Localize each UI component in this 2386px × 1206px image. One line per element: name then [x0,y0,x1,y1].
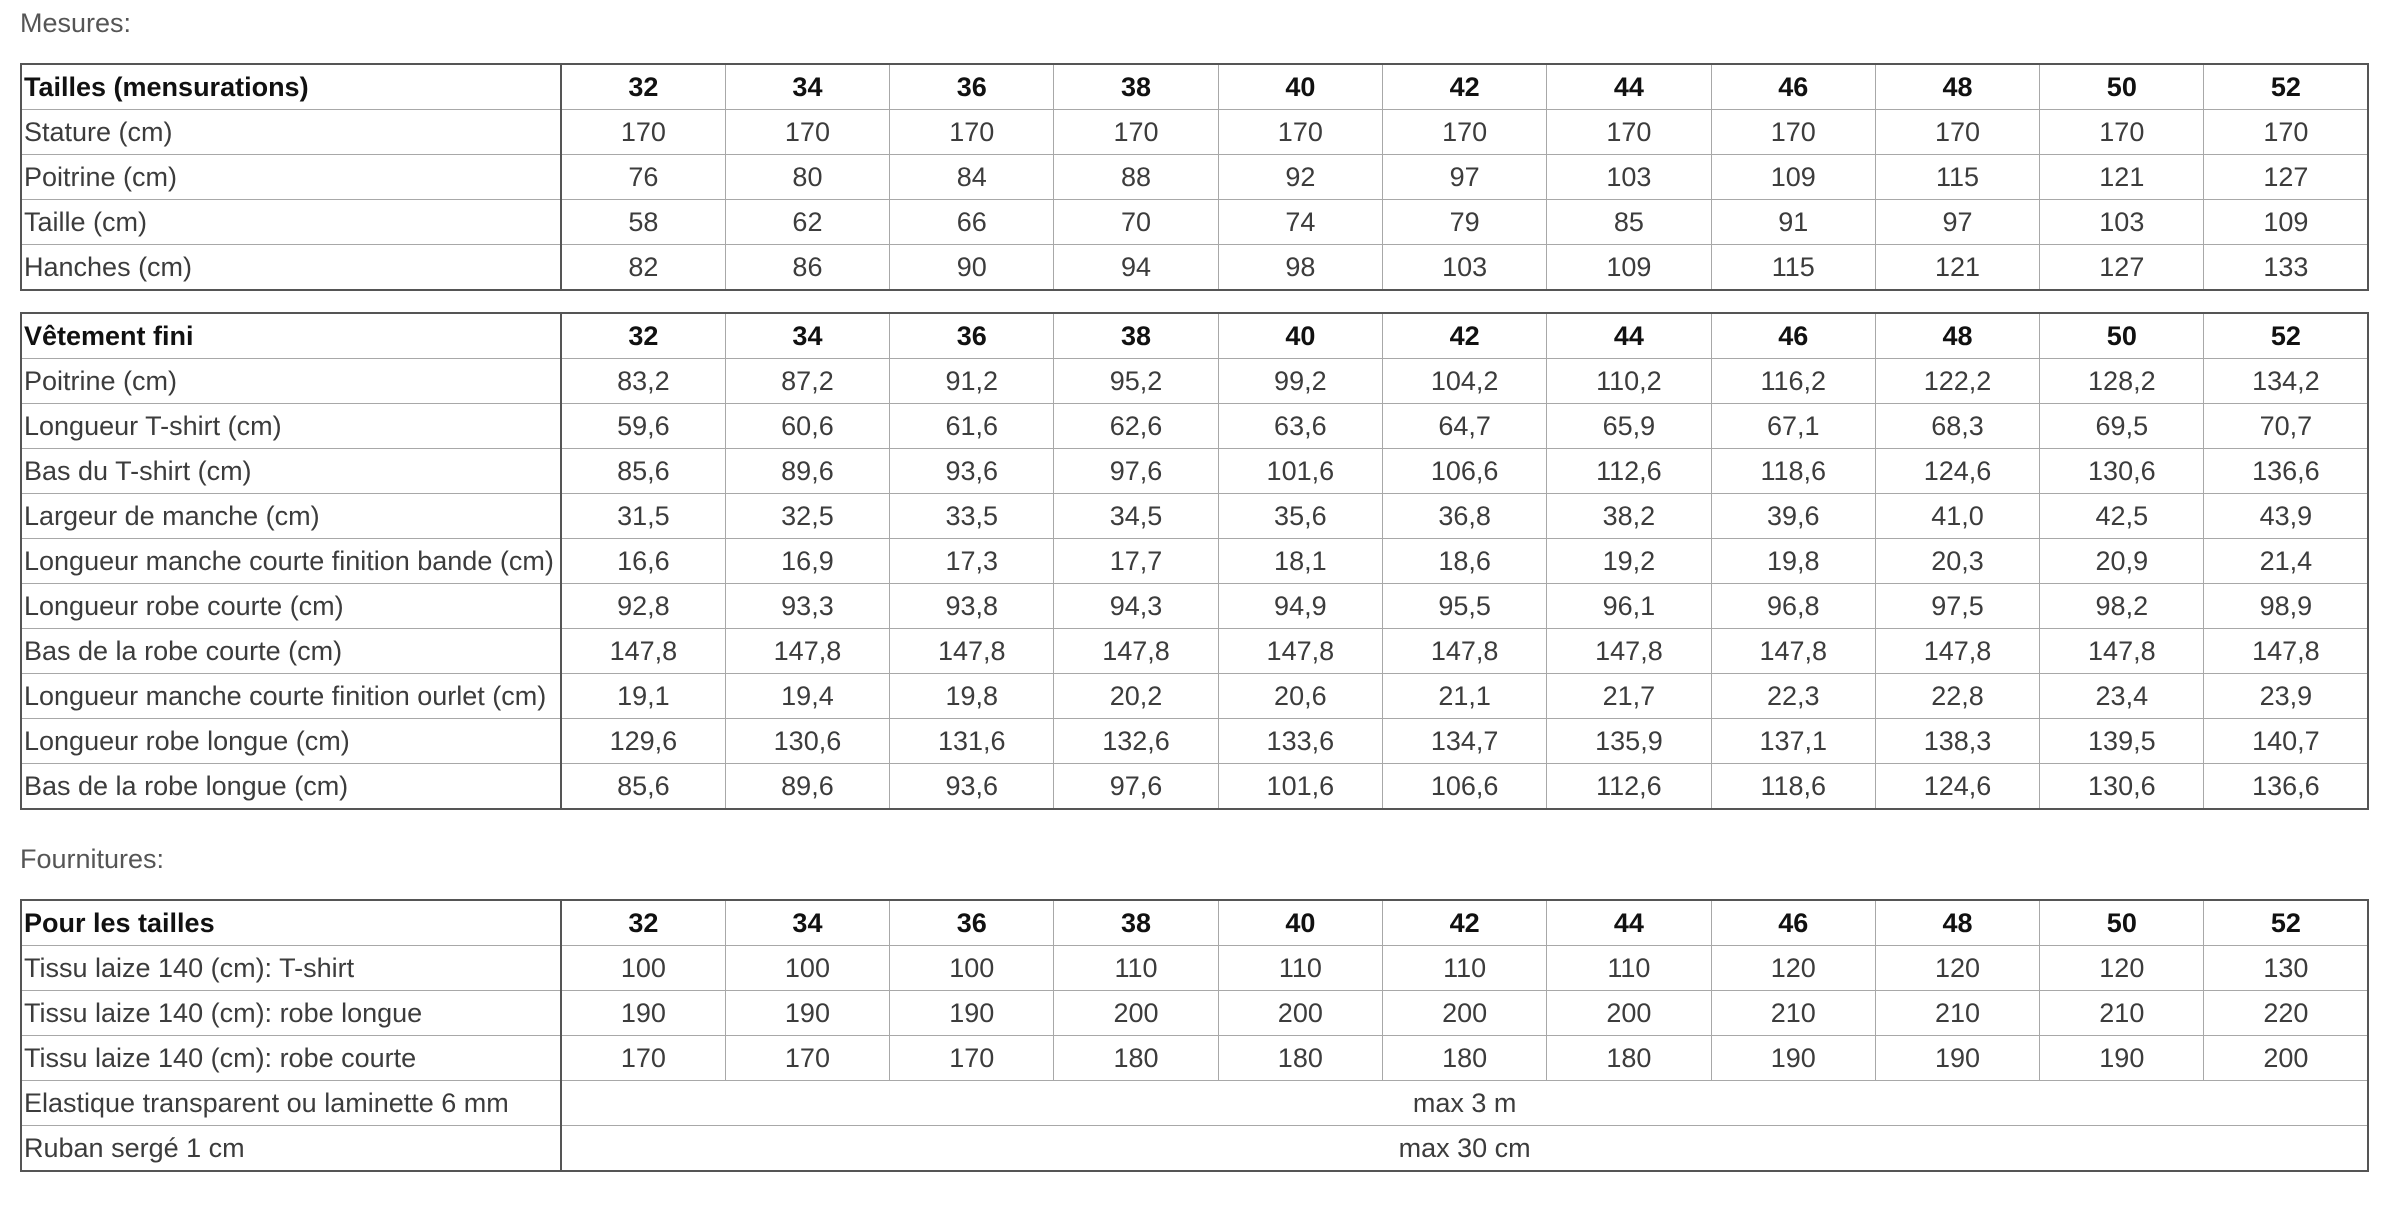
table-cell: 98,9 [2204,584,2368,629]
table-cell: 210 [1875,991,2039,1036]
table-cell: 122,2 [1875,359,2039,404]
table-cell: 60,6 [725,404,889,449]
table-cell: 66 [890,200,1054,245]
table-cell: 130,6 [2040,449,2204,494]
table-cell: 147,8 [2204,629,2368,674]
size-header: 48 [1875,313,2039,359]
table-cell: 92,8 [561,584,725,629]
table-cell: 140,7 [2204,719,2368,764]
section-title-fournitures: Fournitures: [20,844,165,874]
table-cell: 132,6 [1054,719,1218,764]
table-cell: 147,8 [1875,629,2039,674]
row-label: Longueur T-shirt (cm) [21,404,561,449]
table-cell: 170 [1547,110,1711,155]
section-title-mesures: Mesures: [20,8,132,38]
table-cell: 94 [1054,245,1218,291]
table-cell: 61,6 [890,404,1054,449]
table-cell: 109 [1711,155,1875,200]
table-cell: 127 [2040,245,2204,291]
table-cell: 18,1 [1218,539,1382,584]
table-cell: 110 [1382,946,1546,991]
table-vetement-fini [20,312,2369,810]
table-row [21,245,2368,291]
header-row [21,313,2368,359]
size-header: 50 [2040,313,2204,359]
row-label: Tissu laize 140 (cm): robe longue [21,991,561,1036]
table-cell: 23,4 [2040,674,2204,719]
table-cell: 65,9 [1547,404,1711,449]
header-label: Pour les tailles [21,900,561,946]
row-label: Stature (cm) [21,110,561,155]
table-cell: 120 [1711,946,1875,991]
table-cell: 147,8 [890,629,1054,674]
size-header: 50 [2040,900,2204,946]
table-cell: 19,8 [890,674,1054,719]
table-cell: 147,8 [1711,629,1875,674]
table-row [21,494,2368,539]
table-cell: 68,3 [1875,404,2039,449]
table-cell: 120 [1875,946,2039,991]
size-header: 42 [1382,313,1546,359]
table-cell: 136,6 [2204,449,2368,494]
table-cell: 106,6 [1382,764,1546,810]
table-cell: 88 [1054,155,1218,200]
table-cell: 170 [890,1036,1054,1081]
table-cell: 101,6 [1218,764,1382,810]
table-cell: 100 [890,946,1054,991]
table-cell: 130,6 [2040,764,2204,810]
table-row [21,719,2368,764]
table-cell: 124,6 [1875,449,2039,494]
table-cell: 190 [561,991,725,1036]
table-cell: 190 [2040,1036,2204,1081]
table-cell: 190 [890,991,1054,1036]
table-cell: 170 [561,110,725,155]
table-cell: 220 [2204,991,2368,1036]
size-header: 46 [1711,900,1875,946]
size-header: 32 [561,313,725,359]
table-cell: 21,1 [1382,674,1546,719]
table-cell: 180 [1218,1036,1382,1081]
size-header: 38 [1054,64,1218,110]
table-cell: 31,5 [561,494,725,539]
row-label: Ruban sergé 1 cm [21,1126,561,1172]
table-cell: 43,9 [2204,494,2368,539]
table-cell: 147,8 [1547,629,1711,674]
size-header: 34 [725,900,889,946]
table-cell: 85 [1547,200,1711,245]
table-cell: 83,2 [561,359,725,404]
table-cell: 74 [1218,200,1382,245]
table-cell: 112,6 [1547,449,1711,494]
header-label: Tailles (mensurations) [21,64,561,110]
table-cell: 99,2 [1218,359,1382,404]
table-row [21,946,2368,991]
table-cell: 95,5 [1382,584,1546,629]
table-cell: 89,6 [725,449,889,494]
size-header: 38 [1054,900,1218,946]
table-cell: 19,1 [561,674,725,719]
row-label: Bas du T-shirt (cm) [21,449,561,494]
table-cell: 32,5 [725,494,889,539]
table-cell: 170 [2204,110,2368,155]
table-cell: 130,6 [725,719,889,764]
size-header: 34 [725,64,889,110]
table-cell: 170 [1875,110,2039,155]
size-header: 40 [1218,313,1382,359]
size-header: 44 [1547,900,1711,946]
row-label: Poitrine (cm) [21,359,561,404]
table-row [21,1036,2368,1081]
table-cell: 170 [725,110,889,155]
table-cell: 96,1 [1547,584,1711,629]
table-cell: 16,6 [561,539,725,584]
table-cell: 170 [1218,110,1382,155]
table-cell: 170 [561,1036,725,1081]
table-row [21,674,2368,719]
size-header: 46 [1711,64,1875,110]
table-body [21,900,2368,1171]
table-cell: 19,2 [1547,539,1711,584]
table-cell: 110 [1547,946,1711,991]
table-cell: 95,2 [1054,359,1218,404]
table-cell: 131,6 [890,719,1054,764]
row-label: Longueur manche courte finition bande (cm) [21,539,561,584]
table-cell: 20,9 [2040,539,2204,584]
table-cell: 136,6 [2204,764,2368,810]
size-header: 44 [1547,64,1711,110]
table-fournitures [20,899,2369,1172]
table-cell: 100 [725,946,889,991]
table-cell: 19,8 [1711,539,1875,584]
table-cell: 64,7 [1382,404,1546,449]
size-header: 50 [2040,64,2204,110]
table-cell: 210 [2040,991,2204,1036]
table-cell: 34,5 [1054,494,1218,539]
table-cell: 104,2 [1382,359,1546,404]
table-cell: 98,2 [2040,584,2204,629]
table-cell: 98 [1218,245,1382,291]
table-cell: 134,2 [2204,359,2368,404]
table-cell: 134,7 [1382,719,1546,764]
table-cell: 97,5 [1875,584,2039,629]
table-cell: 200 [1547,991,1711,1036]
table-row [21,155,2368,200]
size-header: 44 [1547,313,1711,359]
table-cell: 79 [1382,200,1546,245]
table-cell: 110 [1218,946,1382,991]
row-label: Tissu laize 140 (cm): T-shirt [21,946,561,991]
table-cell: 16,9 [725,539,889,584]
table-cell: 20,6 [1218,674,1382,719]
table-cell: 109 [1547,245,1711,291]
table-cell: 94,3 [1054,584,1218,629]
row-label: Hanches (cm) [21,245,561,291]
table-row [21,991,2368,1036]
table-cell: 121 [1875,245,2039,291]
table-cell: 190 [1711,1036,1875,1081]
table-cell: 110 [1054,946,1218,991]
table-cell: 180 [1054,1036,1218,1081]
row-label: Bas de la robe longue (cm) [21,764,561,810]
table-cell: 200 [1054,991,1218,1036]
table-row [21,1126,2368,1172]
table-cell: 137,1 [1711,719,1875,764]
table-cell: 89,6 [725,764,889,810]
table-cell: 130 [2204,946,2368,991]
row-label: Taille (cm) [21,200,561,245]
table-cell: 128,2 [2040,359,2204,404]
table-cell: 133,6 [1218,719,1382,764]
table-cell: 93,3 [725,584,889,629]
size-header: 42 [1382,64,1546,110]
table-cell: 103 [1382,245,1546,291]
size-header: 36 [890,900,1054,946]
table-cell: 100 [561,946,725,991]
table-cell: 42,5 [2040,494,2204,539]
table-cell: 23,9 [2204,674,2368,719]
table-cell: 62 [725,200,889,245]
table-cell: 91,2 [890,359,1054,404]
table-row [21,764,2368,810]
table-cell: 21,4 [2204,539,2368,584]
table-cell: 110,2 [1547,359,1711,404]
table-cell: 22,3 [1711,674,1875,719]
table-cell: 101,6 [1218,449,1382,494]
size-header: 36 [890,313,1054,359]
size-header: 32 [561,64,725,110]
table-cell: 138,3 [1875,719,2039,764]
row-label: Elastique transparent ou laminette 6 mm [21,1081,561,1126]
size-header: 40 [1218,64,1382,110]
table-cell: 200 [1382,991,1546,1036]
table-cell: 97 [1382,155,1546,200]
size-header: 48 [1875,900,2039,946]
table-row [21,200,2368,245]
table-row [21,1081,2368,1126]
table-cell: 84 [890,155,1054,200]
table-cell: 86 [725,245,889,291]
table-cell: 36,8 [1382,494,1546,539]
size-header: 52 [2204,64,2368,110]
header-row [21,64,2368,110]
size-header: 46 [1711,313,1875,359]
table-cell: 170 [2040,110,2204,155]
table-cell: 139,5 [2040,719,2204,764]
table-cell: 17,7 [1054,539,1218,584]
size-header: 32 [561,900,725,946]
table-cell: 58 [561,200,725,245]
table-cell: 190 [1875,1036,2039,1081]
table-cell: 20,2 [1054,674,1218,719]
table-cell: 92 [1218,155,1382,200]
table-cell: 33,5 [890,494,1054,539]
table-row [21,629,2368,674]
merged-cell: max 3 m [561,1081,2368,1126]
table-cell: 109 [2204,200,2368,245]
table-cell: 127 [2204,155,2368,200]
table-cell: 135,9 [1547,719,1711,764]
table-cell: 90 [890,245,1054,291]
table-cell: 38,2 [1547,494,1711,539]
table-cell: 124,6 [1875,764,2039,810]
table-cell: 85,6 [561,764,725,810]
size-header: 38 [1054,313,1218,359]
table-cell: 147,8 [561,629,725,674]
table-row [21,449,2368,494]
table-cell: 70 [1054,200,1218,245]
table-cell: 20,3 [1875,539,2039,584]
table-cell: 91 [1711,200,1875,245]
table-cell: 147,8 [1382,629,1546,674]
table-cell: 59,6 [561,404,725,449]
table-cell: 115 [1875,155,2039,200]
table-cell: 80 [725,155,889,200]
table-cell: 76 [561,155,725,200]
header-row [21,900,2368,946]
table-cell: 106,6 [1382,449,1546,494]
table-cell: 69,5 [2040,404,2204,449]
row-label: Tissu laize 140 (cm): robe courte [21,1036,561,1081]
table-cell: 103 [2040,200,2204,245]
table-body [21,64,2368,290]
table-cell: 200 [1218,991,1382,1036]
table-cell: 87,2 [725,359,889,404]
table-cell: 103 [1547,155,1711,200]
table-cell: 97 [1875,200,2039,245]
table-cell: 147,8 [725,629,889,674]
table-cell: 112,6 [1547,764,1711,810]
merged-cell: max 30 cm [561,1126,2368,1172]
table-row [21,584,2368,629]
table-cell: 70,7 [2204,404,2368,449]
row-label: Bas de la robe courte (cm) [21,629,561,674]
table-row [21,359,2368,404]
table-row [21,110,2368,155]
size-header: 36 [890,64,1054,110]
table-cell: 35,6 [1218,494,1382,539]
table-cell: 94,9 [1218,584,1382,629]
table-cell: 93,6 [890,449,1054,494]
table-cell: 39,6 [1711,494,1875,539]
row-label: Largeur de manche (cm) [21,494,561,539]
size-header: 40 [1218,900,1382,946]
table-cell: 22,8 [1875,674,2039,719]
row-label: Longueur robe longue (cm) [21,719,561,764]
table-cell: 170 [725,1036,889,1081]
row-label: Poitrine (cm) [21,155,561,200]
table-cell: 63,6 [1218,404,1382,449]
table-mensurations [20,63,2369,291]
header-label: Vêtement fini [21,313,561,359]
table-body [21,313,2368,809]
table-cell: 180 [1382,1036,1546,1081]
table-cell: 190 [725,991,889,1036]
table-cell: 116,2 [1711,359,1875,404]
table-cell: 82 [561,245,725,291]
table-cell: 200 [2204,1036,2368,1081]
table-cell: 97,6 [1054,449,1218,494]
table-cell: 93,8 [890,584,1054,629]
table-cell: 115 [1711,245,1875,291]
table-cell: 67,1 [1711,404,1875,449]
table-cell: 121 [2040,155,2204,200]
table-cell: 17,3 [890,539,1054,584]
size-header: 48 [1875,64,2039,110]
table-cell: 62,6 [1054,404,1218,449]
table-cell: 210 [1711,991,1875,1036]
table-cell: 118,6 [1711,449,1875,494]
table-cell: 41,0 [1875,494,2039,539]
table-cell: 170 [1711,110,1875,155]
row-label: Longueur robe courte (cm) [21,584,561,629]
table-cell: 93,6 [890,764,1054,810]
table-cell: 21,7 [1547,674,1711,719]
table-cell: 147,8 [2040,629,2204,674]
table-cell: 18,6 [1382,539,1546,584]
table-cell: 118,6 [1711,764,1875,810]
table-cell: 97,6 [1054,764,1218,810]
table-cell: 170 [1054,110,1218,155]
size-header: 34 [725,313,889,359]
row-label: Longueur manche courte finition ourlet (cm) [21,674,561,719]
table-cell: 133 [2204,245,2368,291]
size-header: 42 [1382,900,1546,946]
size-header: 52 [2204,900,2368,946]
table-cell: 147,8 [1054,629,1218,674]
table-row [21,404,2368,449]
table-cell: 120 [2040,946,2204,991]
table-cell: 129,6 [561,719,725,764]
table-cell: 180 [1547,1036,1711,1081]
table-cell: 170 [1382,110,1546,155]
table-cell: 147,8 [1218,629,1382,674]
table-row [21,539,2368,584]
table-cell: 19,4 [725,674,889,719]
table-cell: 96,8 [1711,584,1875,629]
size-header: 52 [2204,313,2368,359]
table-cell: 170 [890,110,1054,155]
table-cell: 85,6 [561,449,725,494]
